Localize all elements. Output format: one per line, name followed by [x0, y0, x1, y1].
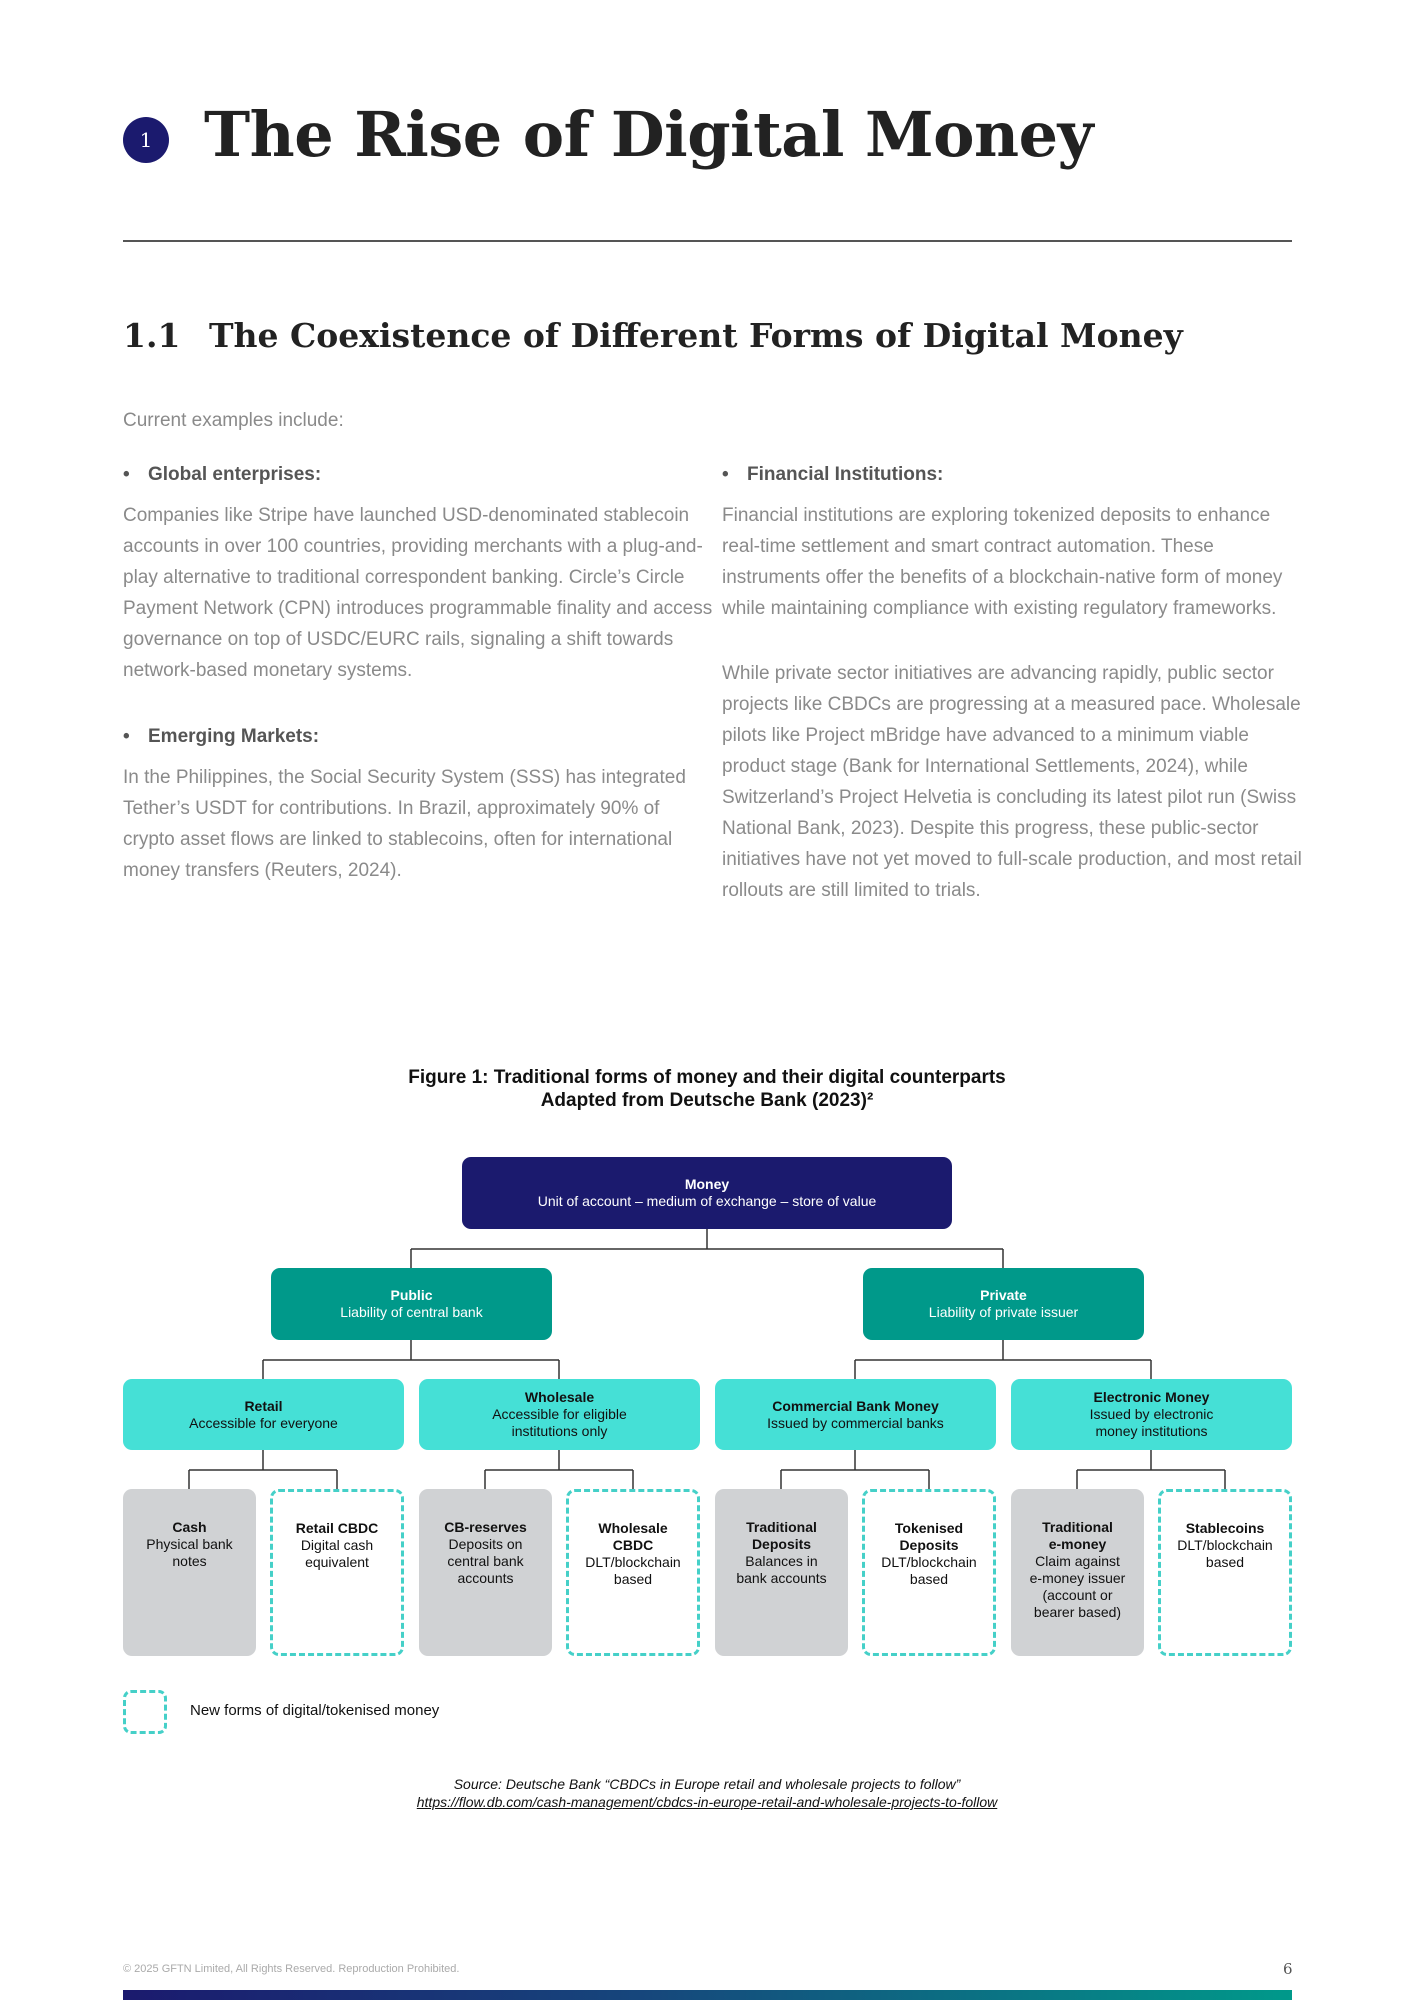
bullet-icon: • — [722, 464, 729, 485]
legend-dashed-box-icon — [123, 1690, 167, 1734]
source-link[interactable]: https://flow.db.com/cash-management/cbdcs-in-europe-retail-and-wholesale-projects-to-follow — [416, 1794, 998, 1810]
chapter-number-badge: 1 — [123, 117, 169, 163]
bullet-icon: • — [123, 464, 130, 485]
leaf-tokenised-deposits: Tokenised Deposits DLT/blockchain based — [862, 1489, 996, 1656]
leaf-cash: Cash Physical bank notes — [123, 1489, 256, 1656]
bullet-paragraph: Financial institutions are exploring tokenized deposits to enhance real-time settlement and smart contract automation. These instruments offer the benefits of a blockchain-native form of money while maintaining compliance with existing regulatory frameworks. — [722, 505, 1283, 619]
page-number: 6 — [1283, 1960, 1293, 1978]
body-paragraph: While private sector initiatives are advancing rapidly, public sector projects like CBDCs are progressing at a measured pace. Wholesale pilots like Project mBridge have advanced to a minimum viable product stage (Bank for International Settlements, 2024), while Switzerland’s Project Helvetia is concluding its latest pilot run (Swiss National Bank, 2023). Despite this progress, these public-sector initiatives have not yet moved to full-scale production, and most retail rollouts are still limited to trials. — [722, 663, 1302, 901]
node-commercial-bank-money: Commercial Bank Money Issued by commercial banks — [715, 1379, 996, 1450]
figure-title: Figure 1: Traditional forms of money and their digital counterparts Adapted from Deutsche Bank (2023)² — [408, 1067, 1006, 1111]
bullet-paragraph: In the Philippines, the Social Security System (SSS) has integrated Tether’s USDT for contributions. In Brazil, approximately 90% of crypto asset flows are linked to stablecoins, often for international money transfers (Reuters, 2024). — [123, 767, 686, 881]
leaf-traditional-e-money: Traditional e-money Claim against e-money issuer (account or bearer based) — [1011, 1489, 1144, 1656]
figure-source: Source: Deutsche Bank “CBDCs in Europe retail and wholesale projects to follow” https://flow.db.com/cash-management/cbdcs-in-europe-retail-and-wholesale-projects-to-follow — [0, 1775, 1414, 1811]
legend-label: New forms of digital/tokenised money — [190, 1702, 440, 1719]
bullet-heading: • Global enterprises: — [123, 458, 713, 492]
node-electronic-money: Electronic Money Issued by electronic money institutions — [1011, 1379, 1292, 1450]
leaf-cb-reserves: CB-reserves Deposits on central bank accounts — [419, 1489, 552, 1656]
node-public: Public Liability of central bank — [271, 1268, 552, 1340]
footer-copyright: © 2025 GFTN Limited, All Rights Reserved. Reproduction Prohibited. — [123, 1963, 460, 1975]
node-private: Private Liability of private issuer — [863, 1268, 1144, 1340]
node-wholesale: Wholesale Accessible for eligible institutions only — [419, 1379, 700, 1450]
bullet-icon: • — [123, 726, 130, 747]
section-number: 1.1 — [123, 316, 181, 355]
leaf-wholesale-cbdc: Wholesale CBDC DLT/blockchain based — [566, 1489, 700, 1656]
bullet-heading: • Emerging Markets: — [123, 720, 713, 754]
node-retail: Retail Accessible for everyone — [123, 1379, 404, 1450]
bullet-paragraph: Companies like Stripe have launched USD-denominated stablecoin accounts in over 100 countries, providing merchants with a plug-and-play alternative to traditional correspondent banking. Circle’s Circle Payment Network (CPN) introduces programmable finality and access governance on top of USDC/EURC rails, signaling a shift towards network-based monetary systems. — [123, 505, 713, 681]
node-money: Money Unit of account – medium of exchange – store of value — [462, 1157, 952, 1229]
leaf-stablecoins: Stablecoins DLT/blockchain based — [1158, 1489, 1292, 1656]
section-title: The Coexistence of Different Forms of Digital Money — [209, 316, 1183, 355]
bullet-heading: • Financial Institutions: — [722, 458, 1312, 492]
footer-gradient-bar — [123, 1990, 1292, 2000]
intro-text: Current examples include: — [123, 410, 344, 431]
leaf-retail-cbdc: Retail CBDC Digital cash equivalent — [270, 1489, 404, 1656]
leaf-traditional-deposits: Traditional Deposits Balances in bank accounts — [715, 1489, 848, 1656]
chapter-title: The Rise of Digital Money — [204, 98, 1094, 171]
